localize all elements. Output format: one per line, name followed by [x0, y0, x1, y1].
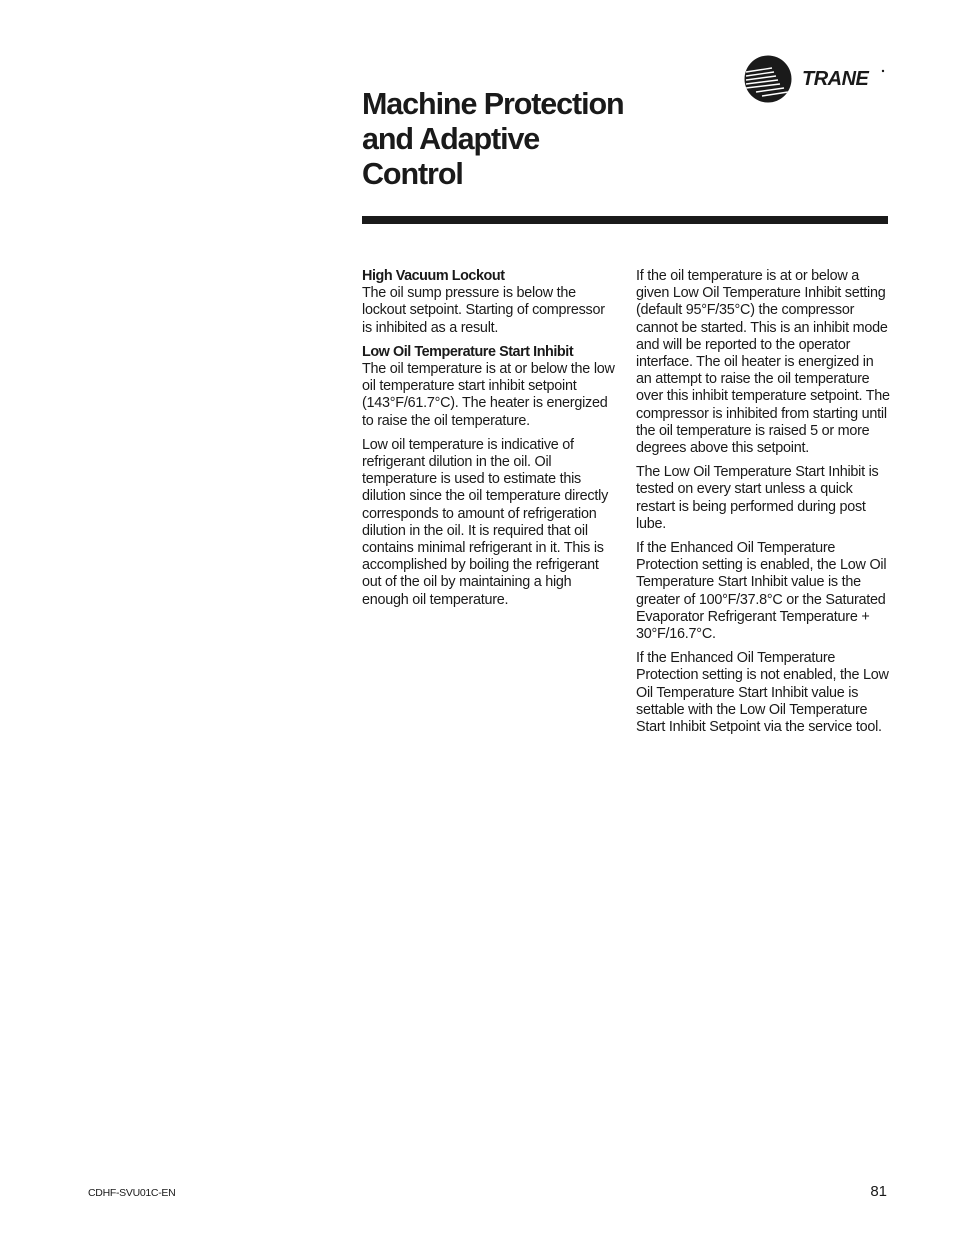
section-heading: High Vacuum Lockout	[362, 268, 505, 284]
left-column	[362, 268, 616, 616]
section-heading: Low Oil Temperature Start Inhibit	[362, 343, 574, 360]
document-number: CDHF-SVU01C-EN	[88, 1187, 176, 1199]
body-paragraph: If the Enhanced Oil Temperature Protection setting is not enabled, the Low Oil Temperature Start Inhibit value is settable with the Low Oil Temperature Start Inhibit Setpoint via the service tool.	[636, 650, 889, 736]
right-column	[636, 268, 890, 743]
section-paragraph: The oil temperature is at or below the low oil temperature start inhibit setpoint (143°F/61.7°C). The heater is energized to raise the oil temperature.	[362, 361, 615, 429]
trane-logo	[744, 55, 894, 103]
section-paragraph: Low oil temperature is indicative of refrigerant dilution in the oil. Oil temperature is used to estimate this dilution since the oil temperature directly corresponds to amount of refrigeration dilution in the oil. It is required that oil contains minimal refrigerant in it. This is accomplished by boiling the refrigerant out of the oil by maintaining a high enough oil temperature.	[362, 436, 609, 608]
body-paragraph: If the Enhanced Oil Temperature Protection setting is enabled, the Low Oil Temperature Start Inhibit value is the greater of 100°F/37.8°C or the Saturated Evaporator Refrigerant Temperature + 30°F/16.7°C.	[636, 540, 887, 643]
section-low-oil-temperature-start-inhibit	[362, 344, 616, 609]
page-title-line-3: Control	[362, 157, 463, 191]
page-title-line-2: and Adaptive	[362, 122, 540, 156]
page-title-line-1: Machine Protection	[362, 87, 624, 121]
page-title	[362, 87, 722, 192]
trane-logo-mark	[744, 55, 894, 103]
body-paragraph: If the oil temperature is at or below a given Low Oil Temperature Inhibit setting (default 95°F/35°C) the compressor cannot be started. This is an inhibit mode and will be reported to the operator interface. The oil heater is energized in an attempt to raise the oil temperature over this inhibit temperature setpoint. The compressor is inhibited from starting until the oil temperature is raised 5 or more degrees above this setpoint.	[636, 268, 890, 457]
title-rule	[362, 216, 888, 224]
page-number: 81	[870, 1183, 887, 1200]
section-high-vacuum-lockout	[362, 268, 616, 337]
section-paragraph: The oil sump pressure is below the lockout setpoint. Starting of compressor is inhibited as a result.	[362, 285, 605, 336]
body-paragraph: The Low Oil Temperature Start Inhibit is tested on every start unless a quick restart is being performed during post lube.	[636, 464, 879, 532]
trane-logo-text: TRANE	[802, 68, 869, 90]
